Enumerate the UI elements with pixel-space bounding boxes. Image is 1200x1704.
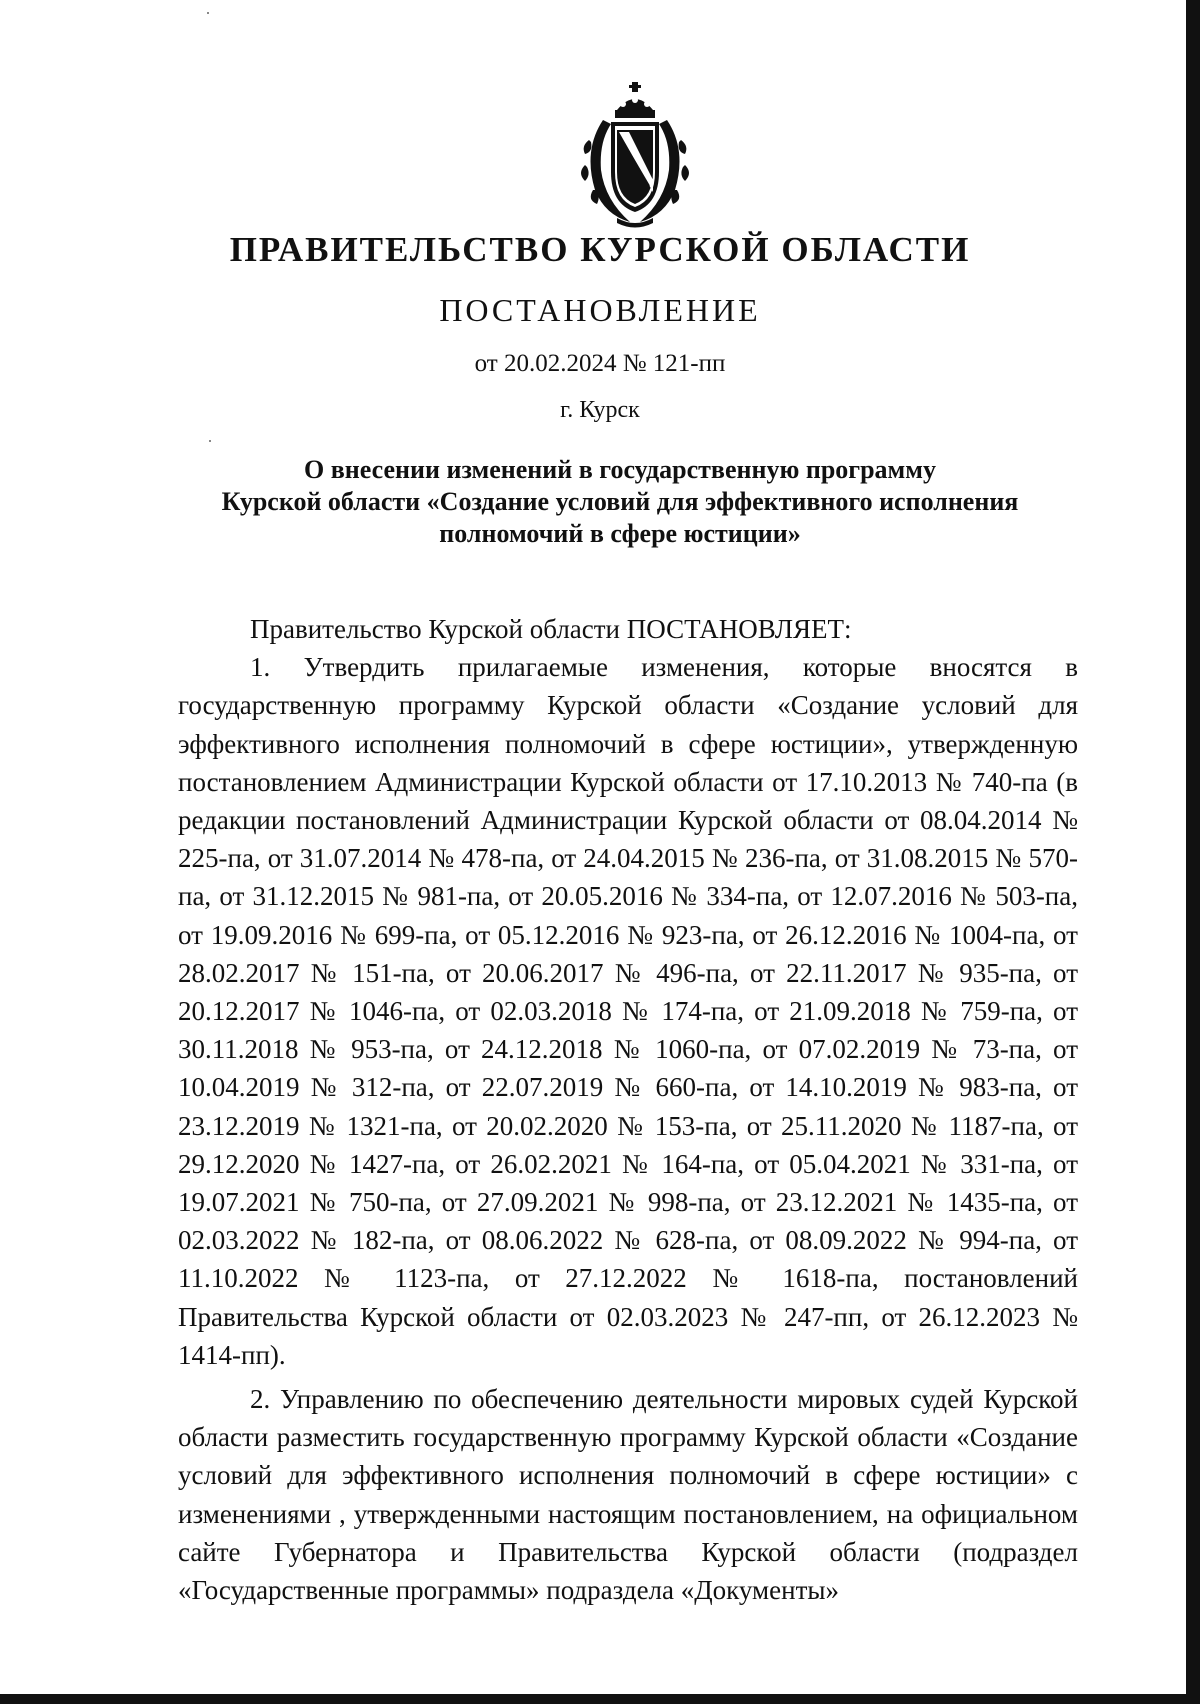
- document-city: г. Курск: [560, 397, 640, 423]
- document-body: [178, 610, 1078, 1609]
- heading-line-2: Курской области «Создание условий для эффективного исполнения: [221, 487, 1019, 516]
- document-heading: [160, 454, 1080, 550]
- heading-line-1: О внесении изменений в государственную программу: [304, 455, 936, 484]
- scan-speck: [207, 12, 209, 14]
- heading-line-3: полномочий в сфере юстиции»: [439, 519, 801, 548]
- document-date-number: от 20.02.2024 № 121-пп: [474, 350, 726, 377]
- document-type: ПОСТАНОВЛЕНИЕ: [439, 292, 761, 328]
- scan-speck: [209, 440, 211, 442]
- intro-paragraph: Правительство Курской области ПОСТАНОВЛЯЕТ:: [250, 614, 852, 644]
- paragraph-1: 1. Утвердить прилагаемые изменения, которые вносятся в государственную программу Курской области «Создание условий для эффективного исполнения полномочий в сфере юстиции», утвержденную постановлением Администрации Курской области от 17.10.2013 № 740-па (в редакции постановлений Администрации Курской области от 08.04.2014 № 225-па, от 31.07.2014 № 478-па, от 24.04.2015 № 236-па, от 31.08.2015 № 570-па, от 31.12.2015 № 981-па, от 20.05.2016 № 334-па, от 12.07.2016 № 503-па, от 19.09.2016 № 699-па, от 05.12.2016 № 923-па, от 26.12.2016 № 1004-па, от 28.02.2017 № 151-па, от 20.06.2017 № 496-па, от 22.11.2017 № 935-па, от 20.12.2017 № 1046-па, от 02.03.2018 № 174-па, от 21.09.2018 № 759-па, от 30.11.2018 № 953-па, от 24.12.2018 № 1060-па, от 07.02.2019 № 73-па, от 10.04.2019 № 312-па, от 22.07.2019 № 660-па, от 14.10.2019 № 983-па, от 23.12.2019 № 1321-па, от 20.02.2020 № 153-па, от 25.11.2020 № 1187-па, от 29.12.2020 № 1427-па, от 26.02.2021 № 164-па, от 05.04.2021 № 331-па, от 19.07.2021 № 750-па, от 27.09.2021 № 998-па, от 23.12.2021 № 1435-па, от 02.03.2022 № 182-па, от 08.06.2022 № 628-па, от 08.09.2022 № 994-па, от 11.10.2022 № 1123-па, от 27.12.2022 № 1618-па, постановлений Правительства Курской области от 02.03.2023 № 247-пп, от 26.12.2023 № 1414-пп).: [178, 652, 1078, 1370]
- paragraph-2: 2. Управлению по обеспечению деятельности мировых судей Курской области разместить государственную программу Курской области «Создание условий для эффективного исполнения полномочий в сфере юстиции» с изменениями , утвержденными настоящим постановлением, на официальном сайте Губернатора и Правительства Курской области (подраздел «Государственные программы» подраздела «Документы»: [178, 1384, 1078, 1606]
- kursk-coat-of-arms-icon: [575, 80, 695, 230]
- page-title: ПРАВИТЕЛЬСТВО КУРСКОЙ ОБЛАСТИ: [229, 230, 971, 269]
- scan-edge-bottom: [0, 1694, 1200, 1704]
